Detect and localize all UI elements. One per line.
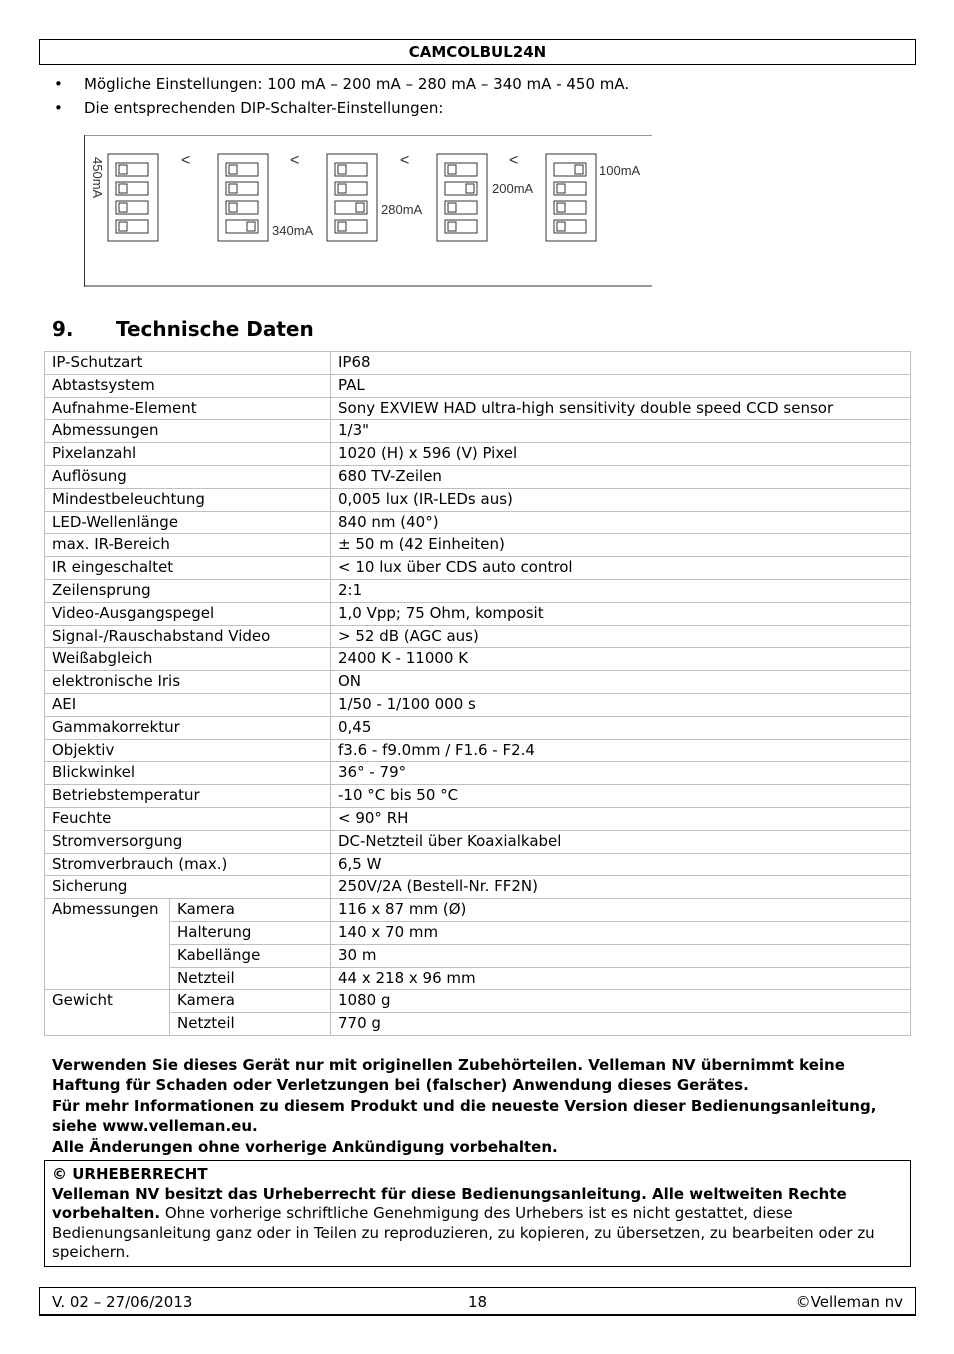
spec-row [45, 990, 911, 1013]
footer-copyright: ©Velleman nv [795, 1293, 903, 1311]
dip-switch-knob [557, 184, 565, 193]
spec-sublabel: Netzteil [170, 967, 331, 990]
arrow-icon: < [290, 152, 300, 169]
spec-row [45, 693, 911, 716]
note-more-info: Für mehr Informationen zu diesem Produkt und die neueste Version dieser Bedienungsanleitung, siehe www.velleman.eu. [52, 1097, 877, 1135]
spec-label: IP-Schutzart [45, 352, 331, 375]
copyright-box [44, 1160, 911, 1267]
spec-value: 0,45 [331, 716, 911, 739]
spec-value: > 52 dB (AGC aus) [331, 625, 911, 648]
spec-label: LED-Wellenlänge [45, 511, 331, 534]
spec-value: 2400 K - 11000 K [331, 648, 911, 671]
arrow-icon: < [400, 152, 410, 169]
spec-value: 1/3" [331, 420, 911, 443]
spec-label: Weißabgleich [45, 648, 331, 671]
spec-label: Sicherung [45, 876, 331, 899]
dip-switch-knob [119, 203, 127, 212]
spec-value: 1020 (H) x 596 (V) Pixel [331, 443, 911, 466]
dip-switch-knob [575, 165, 583, 174]
arrow-icon: < [181, 152, 191, 169]
model-name: CAMCOLBUL24N [408, 43, 547, 61]
spec-label: max. IR-Bereich [45, 534, 331, 557]
spec-label: elektronische Iris [45, 671, 331, 694]
spec-value: 116 x 87 mm (Ø) [331, 899, 911, 922]
spec-row [45, 785, 911, 808]
dip-switch-knob [557, 203, 565, 212]
spec-label: Abtastsystem [45, 374, 331, 397]
dip-switch-knob [338, 165, 346, 174]
spec-value: 250V/2A (Bestell-Nr. FF2N) [331, 876, 911, 899]
dip-switch-knob [338, 184, 346, 193]
spec-label: Aufnahme-Element [45, 397, 331, 420]
spec-label: Feuchte [45, 807, 331, 830]
spec-row [45, 1013, 911, 1036]
note-changes: Alle Änderungen ohne vorherige Ankündigung vorbehalten. [52, 1138, 558, 1156]
dip-switch-knob [229, 203, 237, 212]
page-number: 18 [467, 1293, 488, 1311]
spec-row [45, 465, 911, 488]
spec-label: Zeilensprung [45, 579, 331, 602]
dip-switch-knob [448, 222, 456, 231]
note-accessories: Verwenden Sie dieses Gerät nur mit originellen Zubehörteilen. Velleman NV übernimmt keine Haftung für Schaden oder Verletzungen bei (falscher) Anwendung dieses Gerätes. [52, 1056, 845, 1094]
dip-switch-knob [119, 184, 127, 193]
spec-value: -10 °C bis 50 °C [331, 785, 911, 808]
spec-value: ON [331, 671, 911, 694]
spec-row [45, 443, 911, 466]
spec-row [45, 511, 911, 534]
document-footer [39, 1287, 916, 1316]
spec-label: Objektiv [45, 739, 331, 762]
dip-switch-knob [229, 184, 237, 193]
spec-row [45, 420, 911, 443]
spec-sublabel: Kamera [170, 990, 331, 1013]
document-header [39, 39, 916, 65]
bullet-item: • Die entsprechenden DIP-Schalter-Einstellungen: [52, 96, 912, 120]
spec-row [45, 625, 911, 648]
bullet-list [52, 72, 912, 120]
spec-value: 36° - 79° [331, 762, 911, 785]
spec-value: 30 m [331, 944, 911, 967]
spec-value: 0,005 lux (IR-LEDs aus) [331, 488, 911, 511]
arrow-icon: < [509, 152, 519, 169]
spec-value: DC-Netzteil über Koaxialkabel [331, 830, 911, 853]
label-340ma: 340mA [272, 223, 314, 238]
spec-row [45, 671, 911, 694]
label-100ma: 100mA [599, 163, 641, 178]
spec-value: 1080 g [331, 990, 911, 1013]
dip-switch-knob [448, 165, 456, 174]
section-title: Technische Daten [116, 317, 314, 341]
spec-row [45, 739, 911, 762]
spec-sublabel: Kabellänge [170, 944, 331, 967]
spec-label: AEI [45, 693, 331, 716]
spec-value: 680 TV-Zeilen [331, 465, 911, 488]
spec-value: IP68 [331, 352, 911, 375]
spec-row [45, 352, 911, 375]
spec-value: 44 x 218 x 96 mm [331, 967, 911, 990]
spec-value: 770 g [331, 1013, 911, 1036]
label-200ma: 200mA [492, 181, 534, 196]
section-number: 9. [52, 317, 74, 341]
copyright-title: © URHEBERRECHT [52, 1165, 208, 1183]
spec-row [45, 853, 911, 876]
spec-label: Pixelanzahl [45, 443, 331, 466]
spec-value: 1/50 - 1/100 000 s [331, 693, 911, 716]
spec-row [45, 967, 911, 990]
dip-switch-figure [84, 135, 652, 287]
dip-switch-knob [356, 203, 364, 212]
spec-row [45, 397, 911, 420]
spec-value: ± 50 m (42 Einheiten) [331, 534, 911, 557]
spec-row [45, 579, 911, 602]
bullet-icon: • [54, 99, 63, 117]
spec-label: Mindestbeleuchtung [45, 488, 331, 511]
spec-table [44, 351, 911, 1036]
spec-row [45, 602, 911, 625]
spec-label: IR eingeschaltet [45, 557, 331, 580]
label-450ma: 450mA [90, 157, 105, 199]
dip-switch-knob [247, 222, 255, 231]
spec-label: Betriebstemperatur [45, 785, 331, 808]
spec-value: PAL [331, 374, 911, 397]
spec-value: f3.6 - f9.0mm / F1.6 - F2.4 [331, 739, 911, 762]
spec-row [45, 716, 911, 739]
spec-row [45, 830, 911, 853]
label-280ma: 280mA [381, 202, 423, 217]
spec-value: 140 x 70 mm [331, 921, 911, 944]
spec-row [45, 762, 911, 785]
copyright-text: Velleman NV besitzt das Urheberrecht für diese Bedienungsanleitung. Alle weltweiten Rechte vorbehalten. Ohne vorherige schriftliche Genehmigung des Urhebers ist es nicht gestattet, diese Bedienungsanleitung ganz oder in Teilen zu reproduzieren, zu kopieren, zu übersetzen, zu bearbeiten oder zu speichern. [52, 1184, 875, 1261]
spec-label: Blickwinkel [45, 762, 331, 785]
spec-row [45, 944, 911, 967]
spec-value: < 10 lux über CDS auto control [331, 557, 911, 580]
spec-row [45, 876, 911, 899]
spec-value: 1,0 Vpp; 75 Ohm, komposit [331, 602, 911, 625]
spec-value: < 90° RH [331, 807, 911, 830]
spec-row [45, 488, 911, 511]
spec-label: Abmessungen [45, 420, 331, 443]
section-heading [52, 317, 314, 341]
dip-switch-knob [466, 184, 474, 193]
spec-label: Signal-/Rauschabstand Video [45, 625, 331, 648]
spec-row [45, 557, 911, 580]
spec-value: Sony EXVIEW HAD ultra-high sensitivity double speed CCD sensor [331, 397, 911, 420]
spec-label: Gammakorrektur [45, 716, 331, 739]
notes-block [52, 1056, 912, 1160]
spec-label: Stromverbrauch (max.) [45, 853, 331, 876]
spec-sublabel: Netzteil [170, 1013, 331, 1036]
dip-switch-knob [229, 165, 237, 174]
spec-value: 2:1 [331, 579, 911, 602]
spec-group-label: Abmessungen [45, 899, 170, 990]
spec-row [45, 534, 911, 557]
spec-label: Stromversorgung [45, 830, 331, 853]
spec-value: 840 nm (40°) [331, 511, 911, 534]
dip-switch-knob [119, 222, 127, 231]
spec-group-label: Gewicht [45, 990, 170, 1036]
spec-row [45, 807, 911, 830]
spec-label: Video-Ausgangspegel [45, 602, 331, 625]
spec-label: Auflösung [45, 465, 331, 488]
spec-row [45, 921, 911, 944]
spec-row [45, 899, 911, 922]
version-date: V. 02 – 27/06/2013 [52, 1293, 193, 1311]
spec-sublabel: Kamera [170, 899, 331, 922]
bullet-item: • Mögliche Einstellungen: 100 mA – 200 mA – 280 mA – 340 mA - 450 mA. [52, 72, 912, 96]
dip-switch-knob [448, 203, 456, 212]
spec-value: 6,5 W [331, 853, 911, 876]
spec-row [45, 648, 911, 671]
dip-switch-knob [119, 165, 127, 174]
dip-switch-knob [557, 222, 565, 231]
spec-row [45, 374, 911, 397]
spec-sublabel: Halterung [170, 921, 331, 944]
dip-switch-knob [338, 222, 346, 231]
bullet-icon: • [54, 75, 63, 93]
